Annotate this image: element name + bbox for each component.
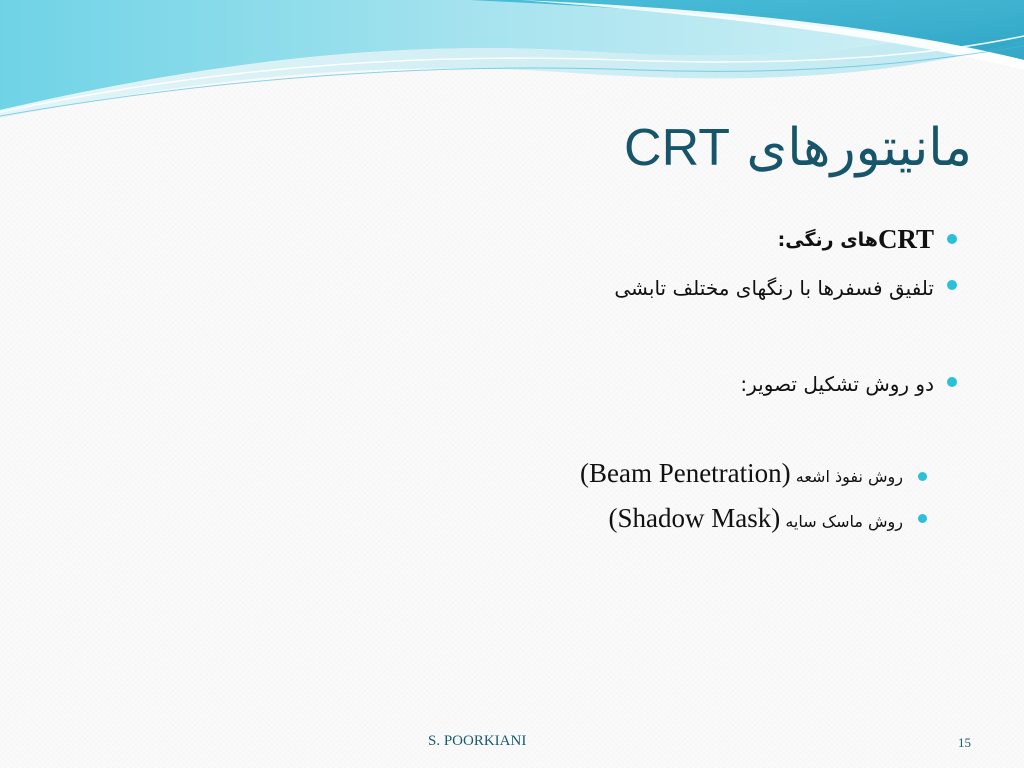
- title-persian: مانیتورهای: [746, 118, 972, 178]
- bullet-text: های رنگی:: [777, 228, 878, 251]
- bullet-crt: CRT: [877, 224, 934, 254]
- footer-author: S. POORKIANI: [428, 733, 527, 749]
- bullet-item: [778, 224, 934, 255]
- bullet-dot: [947, 234, 957, 244]
- sub-bullet-persian: روش ماسک سایه: [780, 512, 903, 531]
- bullet-item: [740, 372, 934, 396]
- bullet-text: تلفیق فسفرها با رنگهای مختلف تابشی: [614, 276, 934, 300]
- header-wave-decoration: [0, 0, 1024, 130]
- page-number: 15: [958, 735, 971, 750]
- sub-bullet-persian: روش نفوذ اشعه: [790, 467, 903, 486]
- title-latin: CRT: [624, 119, 730, 177]
- sub-bullet-english: (Shadow Mask): [608, 503, 781, 533]
- bullet-dot: [947, 280, 957, 290]
- bullet-item: [614, 276, 934, 300]
- sub-bullet-item: [580, 458, 903, 489]
- bullet-dot: [947, 377, 957, 387]
- sub-bullet-english: (Beam Penetration): [579, 458, 791, 488]
- sub-bullet-dot: [918, 514, 927, 523]
- slide-title: [624, 118, 972, 178]
- bullet-text: دو روش تشکیل تصویر:: [740, 372, 934, 396]
- sub-bullet-item: [609, 503, 903, 534]
- sub-bullet-dot: [918, 472, 927, 481]
